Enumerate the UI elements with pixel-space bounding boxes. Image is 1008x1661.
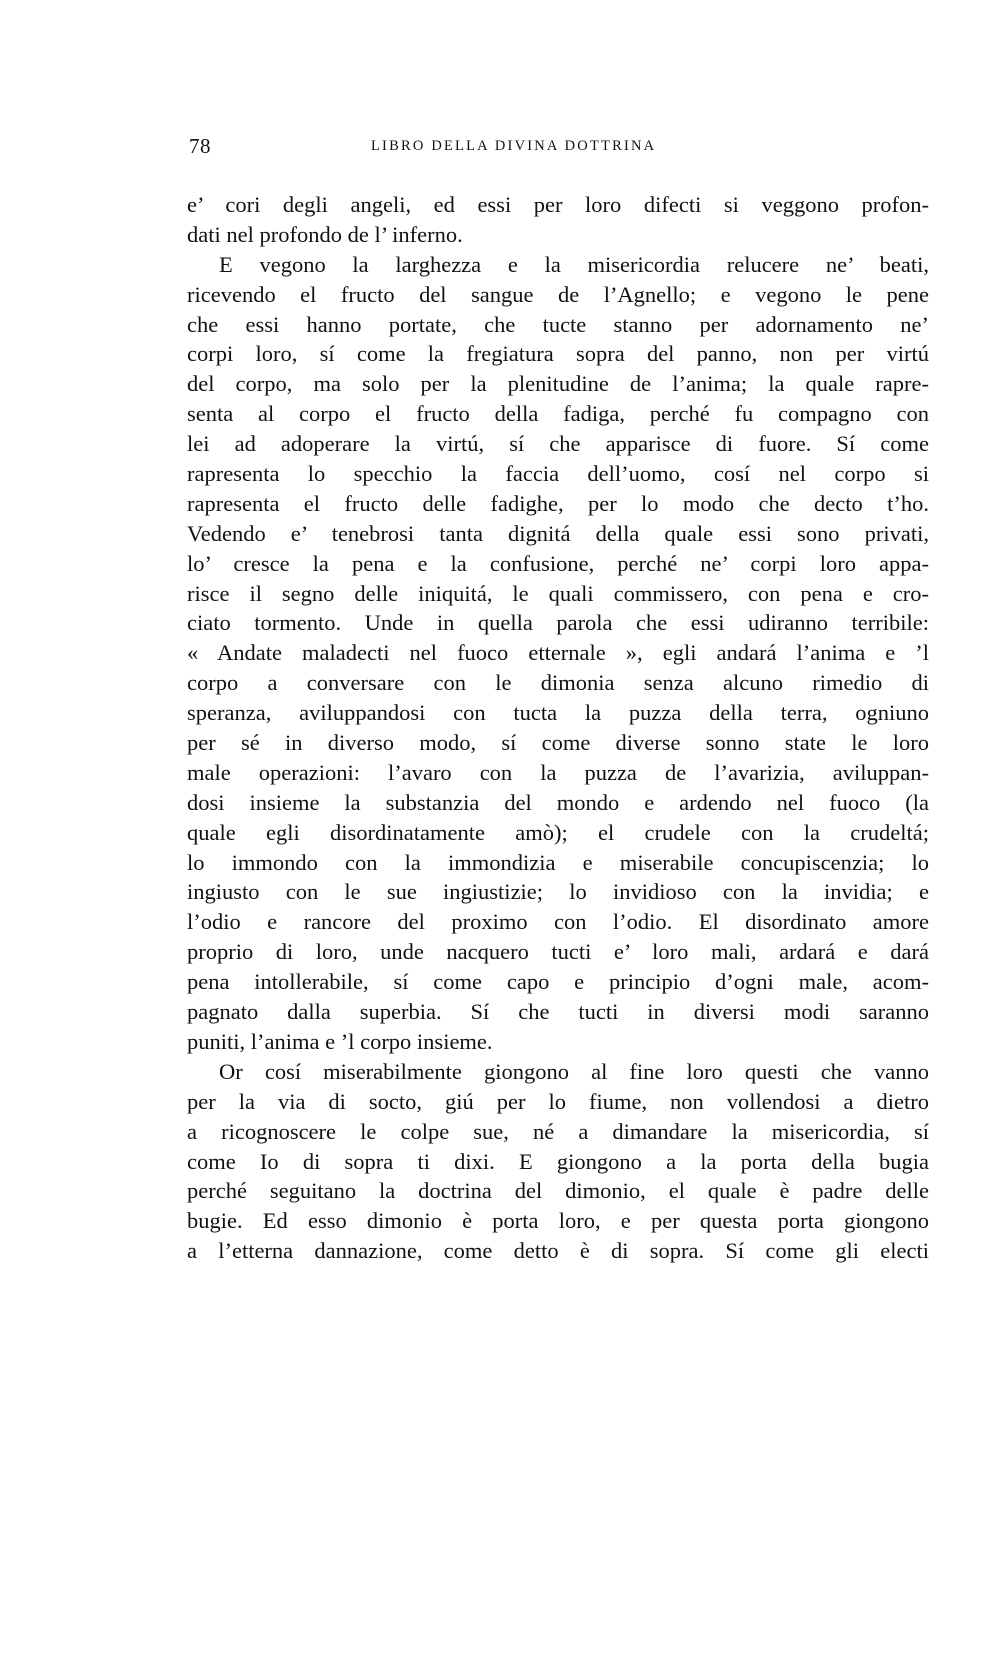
- text-line: per sé in diverso modo, sí come diverse sonno state le loro: [187, 730, 929, 756]
- text-line: « Andate maladecti nel fuoco etternale », egli andará l’anima e ’l: [187, 640, 929, 666]
- text-line: ricevendo el fructo del sangue de l’Agnello; e vegono le pene: [187, 281, 929, 307]
- paragraph: [187, 250, 929, 1057]
- text-line: corpi loro, sí come la fregiatura sopra del panno, non per virtú: [187, 341, 929, 367]
- text-line: ciato tormento. Unde in quella parola che essi udiranno terribile:: [187, 610, 929, 636]
- text-line: lei ad adoperare la virtú, sí che apparisce di fuore. Sí come: [187, 431, 929, 457]
- text-line: lo immondo con la immondizia e miserabile concupiscenzia; lo: [187, 849, 929, 875]
- text-line: E vegono la larghezza e la misericordia relucere ne’ beati,: [219, 251, 929, 277]
- text-line: proprio di loro, unde nacquero tucti e’ loro mali, ardará e dará: [187, 939, 929, 965]
- text-line: pena intollerabile, sí come capo e principio d’ogni male, acom-: [187, 969, 929, 995]
- text-line: per la via di socto, giú per lo fiume, non vollendosi a dietro: [187, 1088, 929, 1114]
- text-line: del corpo, ma solo per la plenitudine de l’anima; la quale rapre-: [187, 371, 929, 397]
- text-line: che essi hanno portate, che tucte stanno per adornamento ne’: [187, 311, 929, 337]
- text-line: bugie. Ed esso dimonio è porta loro, e per questa porta giongono: [187, 1208, 929, 1234]
- text-line: Or cosí miserabilmente giongono al fine loro questi che vanno: [219, 1058, 929, 1084]
- text-line: l’odio e rancore del proximo con l’odio. El disordinato amore: [187, 909, 929, 935]
- running-head: [187, 128, 929, 164]
- text-line: lo’ cresce la pena e la confusione, perché ne’ corpi loro appa-: [187, 550, 929, 576]
- body-text: [187, 190, 929, 1266]
- paragraph: [187, 190, 929, 250]
- text-line: risce il segno delle iniquitá, le quali commissero, con pena e cro-: [187, 580, 929, 606]
- text-line: a ricognoscere le colpe sue, né a dimandare la misericordia, sí: [187, 1118, 929, 1144]
- text-line: male operazioni: l’avaro con la puzza de l’avarizia, aviluppan-: [187, 759, 929, 785]
- text-line: puniti, l’anima e ’l corpo insieme.: [187, 1028, 493, 1054]
- text-line: pagnato dalla superbia. Sí che tucti in diversi modi saranno: [187, 999, 929, 1025]
- text-line: a l’etterna dannazione, come detto è di sopra. Sí come gli electi: [187, 1238, 929, 1264]
- text-line: dosi insieme la substanzia del mondo e ardendo nel fuoco (la: [187, 789, 929, 815]
- text-line: rapresenta el fructo delle fadighe, per lo modo che decto t’ho.: [187, 490, 929, 516]
- page-number: 78: [189, 134, 211, 158]
- book-page: [187, 128, 929, 1266]
- text-line: senta al corpo el fructo della fadiga, perché fu compagno con: [187, 401, 929, 427]
- text-line: speranza, aviluppandosi con tucta la puzza della terra, ogniuno: [187, 700, 929, 726]
- running-title: LIBRO DELLA DIVINA DOTTRINA: [371, 138, 657, 154]
- text-line: Vedendo e’ tenebrosi tanta dignitá della quale essi sono privati,: [187, 520, 929, 546]
- text-line: e’ cori degli angeli, ed essi per loro difecti si veggono profon-: [187, 192, 929, 217]
- text-line: dati nel profondo de l’ inferno.: [187, 221, 463, 247]
- text-line: rapresenta lo specchio la faccia dell’uomo, cosí nel corpo si: [187, 461, 929, 487]
- text-line: come Io di sopra ti dixi. E giongono a la porta della bugia: [187, 1148, 929, 1174]
- text-line: perché seguitano la doctrina del dimonio, el quale è padre delle: [187, 1178, 929, 1204]
- paragraph: [187, 1057, 929, 1266]
- text-line: ingiusto con le sue ingiustizie; lo invidioso con la invidia; e: [187, 879, 929, 905]
- text-line: corpo a conversare con le dimonia senza alcuno rimedio di: [187, 670, 929, 696]
- text-line: quale egli disordinatamente amò); el crudele con la crudeltá;: [187, 819, 929, 845]
